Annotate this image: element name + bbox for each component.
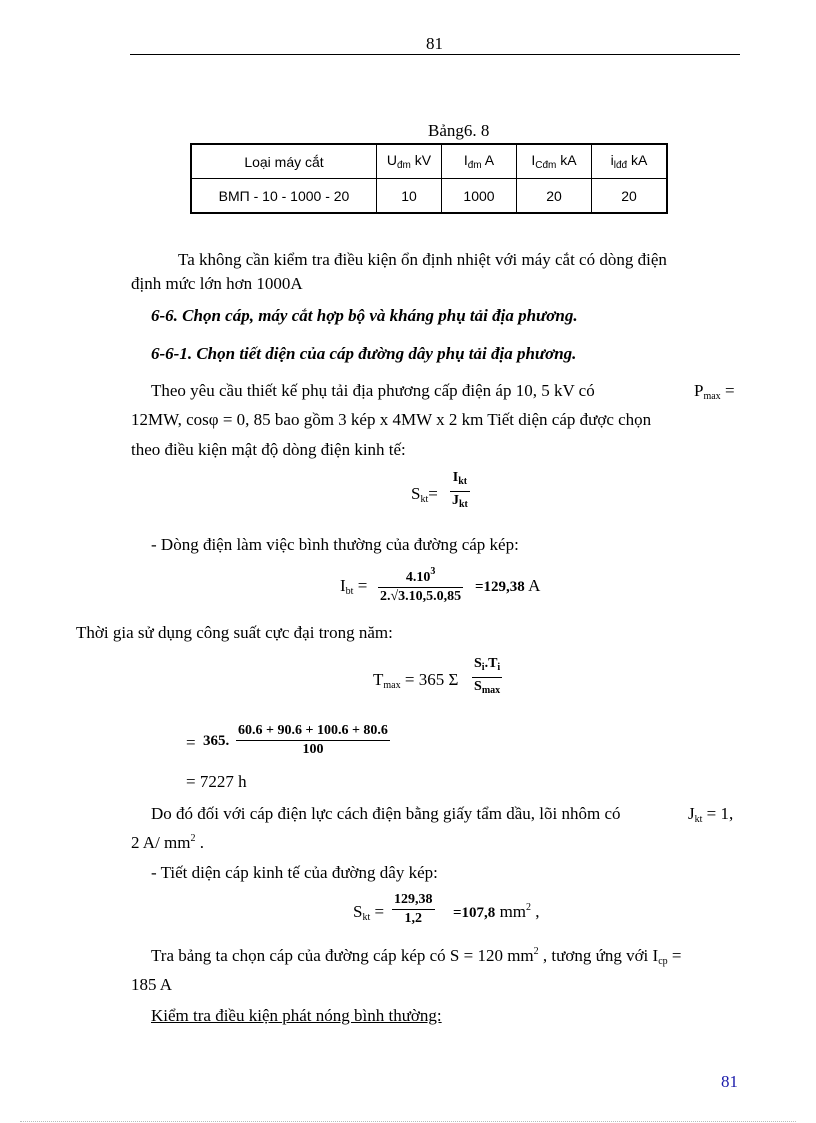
col-header-ic: $I_{Cđm}$ kA	[517, 144, 592, 179]
formula-ibt-fraction	[378, 563, 463, 606]
section-heading-6-6: 6-6. Chọn cáp, máy cắt hợp bộ và kháng phụ tải địa phương.	[151, 306, 578, 325]
cell-i: 1000	[442, 179, 517, 214]
header-page-number: 81	[426, 34, 443, 53]
section-heading-6-6-1: 6-6-1. Chọn tiết diện của cáp đường dây phụ tải địa phương.	[151, 344, 577, 363]
para-4: Thời gia sử dụng công suất cực đại trong năm:	[76, 623, 393, 642]
formula-365-fraction	[236, 722, 390, 759]
fraction-denominator: 100	[302, 742, 324, 757]
cell-u: 10	[377, 179, 442, 214]
formula-ibt-result: =129,38 A	[475, 576, 541, 595]
col-header-type: Loại máy cắt	[191, 144, 377, 179]
para-2-line-3: theo điều kiện mật độ dòng điện kinh tế:	[131, 440, 406, 459]
col-header-i: $I_{đm}$ A	[442, 144, 517, 179]
para-6: - Tiết diện cáp kinh tế của đường dây kép:	[151, 863, 438, 882]
para-7-line-2: 185 A	[131, 975, 173, 994]
breaker-table	[190, 143, 668, 214]
para-2-line-1: Theo yêu cầu thiết kế phụ tải địa phương cấp điện áp 10, 5 kV có	[151, 381, 595, 400]
fraction-numerator: $I_{kt}$	[452, 470, 468, 487]
fraction-numerator: 129,38	[394, 892, 433, 907]
cell-ic: 20	[517, 179, 592, 214]
col-header-u: $U_{đm}$ kV	[377, 144, 442, 179]
fraction-denominator: $S_{max}$	[474, 679, 501, 696]
pmax-label: $P_{max}$ =	[694, 381, 735, 402]
col-header-il: $i_{lđđ}$ kA	[592, 144, 668, 179]
cell-il: 20	[592, 179, 668, 214]
formula-tmax-fraction	[472, 655, 502, 700]
para-7-line-1: Tra bảng ta chọn cáp của đường cáp kép có S = 120 $mm^2$ , tương ứng với $I_{cp}$ =	[151, 946, 682, 967]
footer-divider	[20, 1121, 796, 1122]
para-5-line-1: Do đó đối với cáp điện lực cách điện bằng giấy tẩm dầu, lõi nhôm có	[151, 804, 621, 823]
fraction-numerator: 4.10$^3$	[405, 566, 436, 585]
fraction-numerator: 60.6 + 90.6 + 100.6 + 80.6	[238, 723, 388, 738]
fraction-numerator: $S_i.T_i$	[474, 656, 501, 673]
para-2-line-2: 12MW, cosφ = 0, 85 bao gồm 3 kép x 4MW x 2 km Tiết diện cáp được chọn	[131, 410, 652, 429]
para-5-line-2: 2 A/ $mm^2$ .	[131, 833, 205, 852]
fraction-denominator: $J_{kt}$	[452, 493, 468, 510]
formula-tmax-result: = 7227 h	[186, 772, 247, 791]
formula-skt-lhs: $S_{kt}=$	[411, 484, 438, 505]
subheading-heating-check: Kiểm tra điều kiện phát nóng bình thường:	[151, 1006, 442, 1025]
formula-365-coef: 365.	[203, 733, 230, 749]
formula-ibt-lhs: $I_{bt}$ =	[340, 576, 368, 597]
formula-skt2-result: =107,8 $mm^2$ ,	[453, 902, 540, 921]
formula-skt2-fraction	[392, 891, 435, 928]
para-1-line-1: Ta không cần kiểm tra điều kiện ổn định nhiệt với máy cắt có dòng điện	[178, 250, 667, 269]
formula-365-eq: =	[186, 733, 196, 752]
fraction-denominator: 1,2	[404, 911, 422, 926]
table-row	[191, 179, 667, 214]
para-3: - Dòng điện làm việc bình thường của đường cáp kép:	[151, 535, 519, 554]
para-1-line-2: định mức lớn hơn 1000A	[131, 274, 303, 293]
header-rule	[130, 54, 740, 55]
fraction-denominator: 2.√3.10,5.0,85	[380, 589, 462, 604]
formula-tmax-lhs: $T_{max} = 365$ Σ	[373, 670, 459, 691]
formula-skt2-lhs: $S_{kt}$ =	[353, 902, 385, 923]
formula-skt-fraction	[450, 469, 470, 514]
table-header-row	[191, 144, 667, 179]
footer-page-number: 81	[721, 1072, 738, 1091]
cell-type: ВМП - 10 - 1000 - 20	[191, 179, 377, 214]
jkt-label: $J_{kt} = 1$,	[688, 804, 734, 825]
table-caption: Bảng6. 8	[428, 121, 490, 140]
